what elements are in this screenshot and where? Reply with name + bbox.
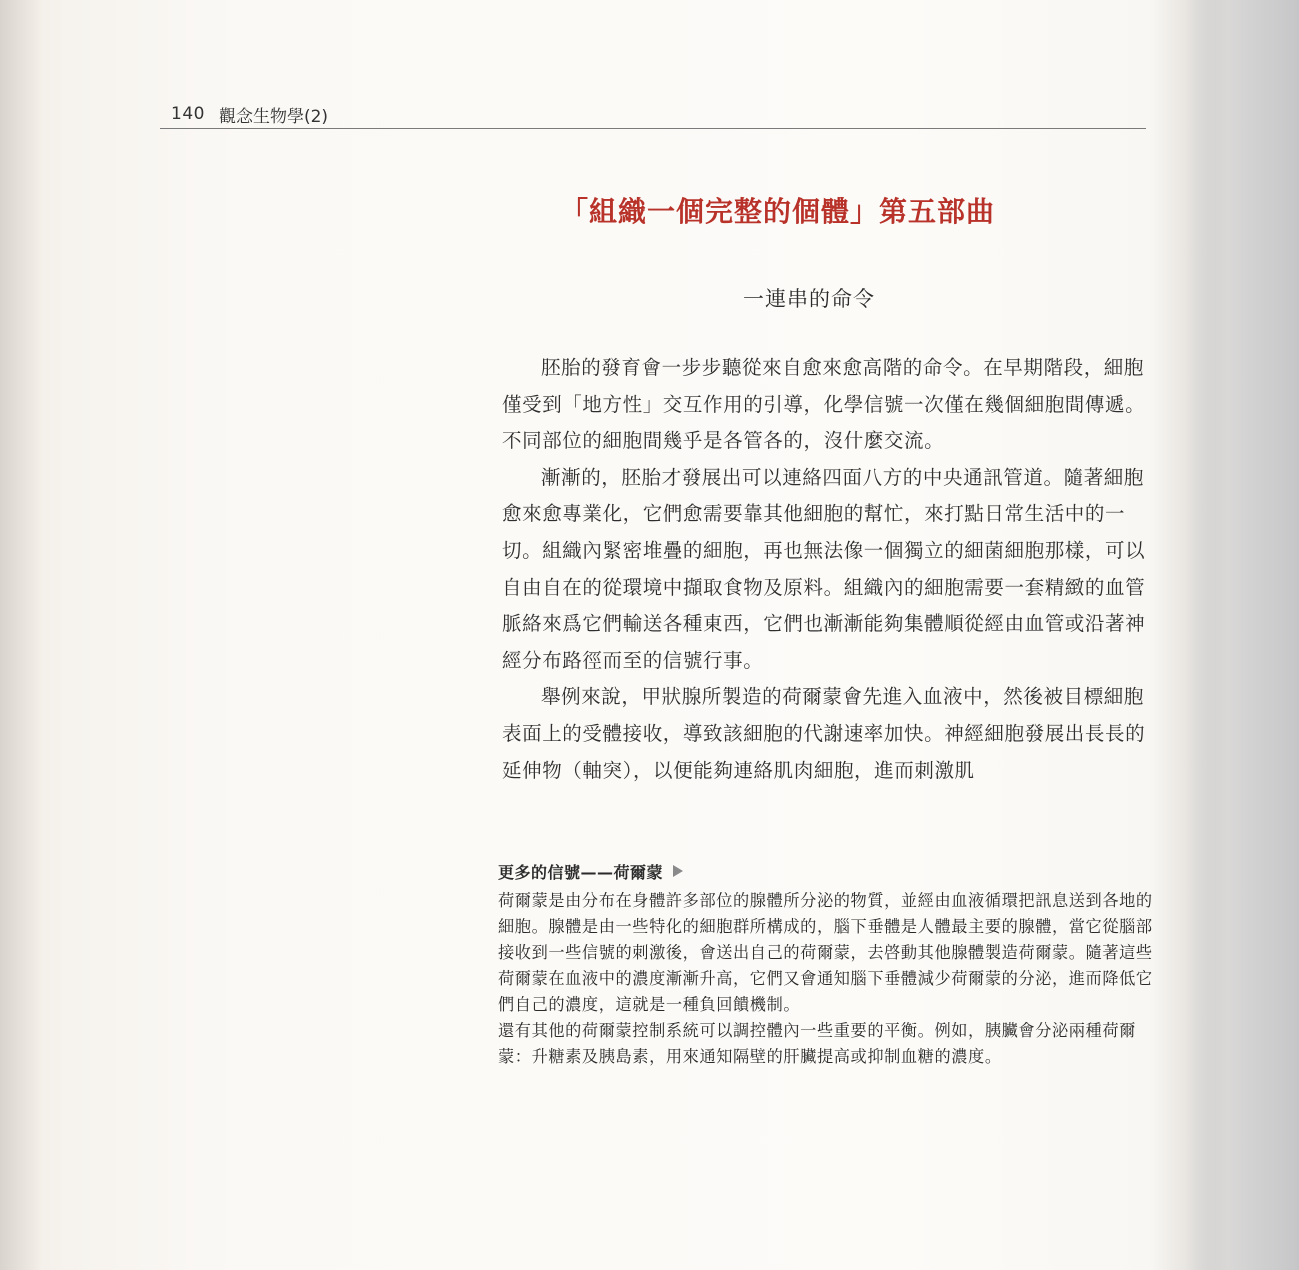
- sidebar-paragraph: 荷爾蒙是由分布在身體許多部位的腺體所分泌的物質，並經由血液循環把訊息送到各地的細胞。腺體是由一些特化的細胞群所構成的，腦下垂體是人體最主要的腺體，當它從腦部接收到一些信號的刺激後，會送出自己的荷爾蒙，去啓動其他腺體製造荷爾蒙。隨著這些荷爾蒙在血液中的濃度漸漸升高，它們又會通知腦下垂體減少荷爾蒙的分泌，進而降低它們自己的濃度，這就是一種負回饋機制。: [498, 891, 1153, 1014]
- page-stack-edge: [0, 0, 42, 1270]
- header-rule: [160, 128, 1146, 129]
- page-number: 140: [171, 104, 205, 124]
- arrow-right-icon: [673, 865, 683, 877]
- hormone-sidebar: [498, 858, 1153, 1070]
- body-text: [502, 350, 1152, 789]
- sidebar-paragraph: 還有其他的荷爾蒙控制系統可以調控體內一些重要的平衡。例如，胰臟會分泌兩種荷爾蒙：升糖素及胰島素，用來通知隔壁的肝臟提高或抑制血糖的濃度。: [498, 1021, 1136, 1066]
- section-title: 「組織一個完整的個體」第五部曲: [560, 195, 996, 228]
- body-paragraph: 胚胎的發育會一步步聽從來自愈來愈高階的命令。在早期階段，細胞僅受到「地方性」交互作用的引導，化學信號一次僅在幾個細胞間傳遞。不同部位的細胞間幾乎是各管各的，沒什麼交流。: [502, 356, 1146, 453]
- sidebar-title: [498, 858, 1153, 884]
- body-paragraph: 漸漸的，胚胎才發展出可以連絡四面八方的中央通訊管道。隨著細胞愈來愈專業化，它們愈需要靠其他細胞的幫忙，來打點日常生活中的一切。組織內緊密堆疊的細胞，再也無法像一個獨立的細菌細胞那樣，可以自由自在的從環境中擷取食物及原料。組織內的細胞需要一套精緻的血管脈絡來爲它們輸送各種東西，它們也漸漸能夠集體順從經由血管或沿著神經分布路徑而至的信號行事。: [502, 465, 1146, 672]
- body-paragraph: 舉例來說，甲狀腺所製造的荷爾蒙會先進入血液中，然後被目標細胞表面上的受體接收，導致該細胞的代謝速率加快。神經細胞發展出長長的延伸物（軸突），以便能夠連絡肌肉細胞，進而刺激肌: [502, 685, 1146, 782]
- running-header: [171, 100, 328, 128]
- page-binding-shadow: [1187, 0, 1299, 1270]
- sidebar-title-text: 更多的信號——荷爾蒙: [498, 862, 664, 882]
- section-subtitle: 一連串的命令: [743, 287, 875, 311]
- book-title: 觀念生物學(2): [218, 106, 329, 127]
